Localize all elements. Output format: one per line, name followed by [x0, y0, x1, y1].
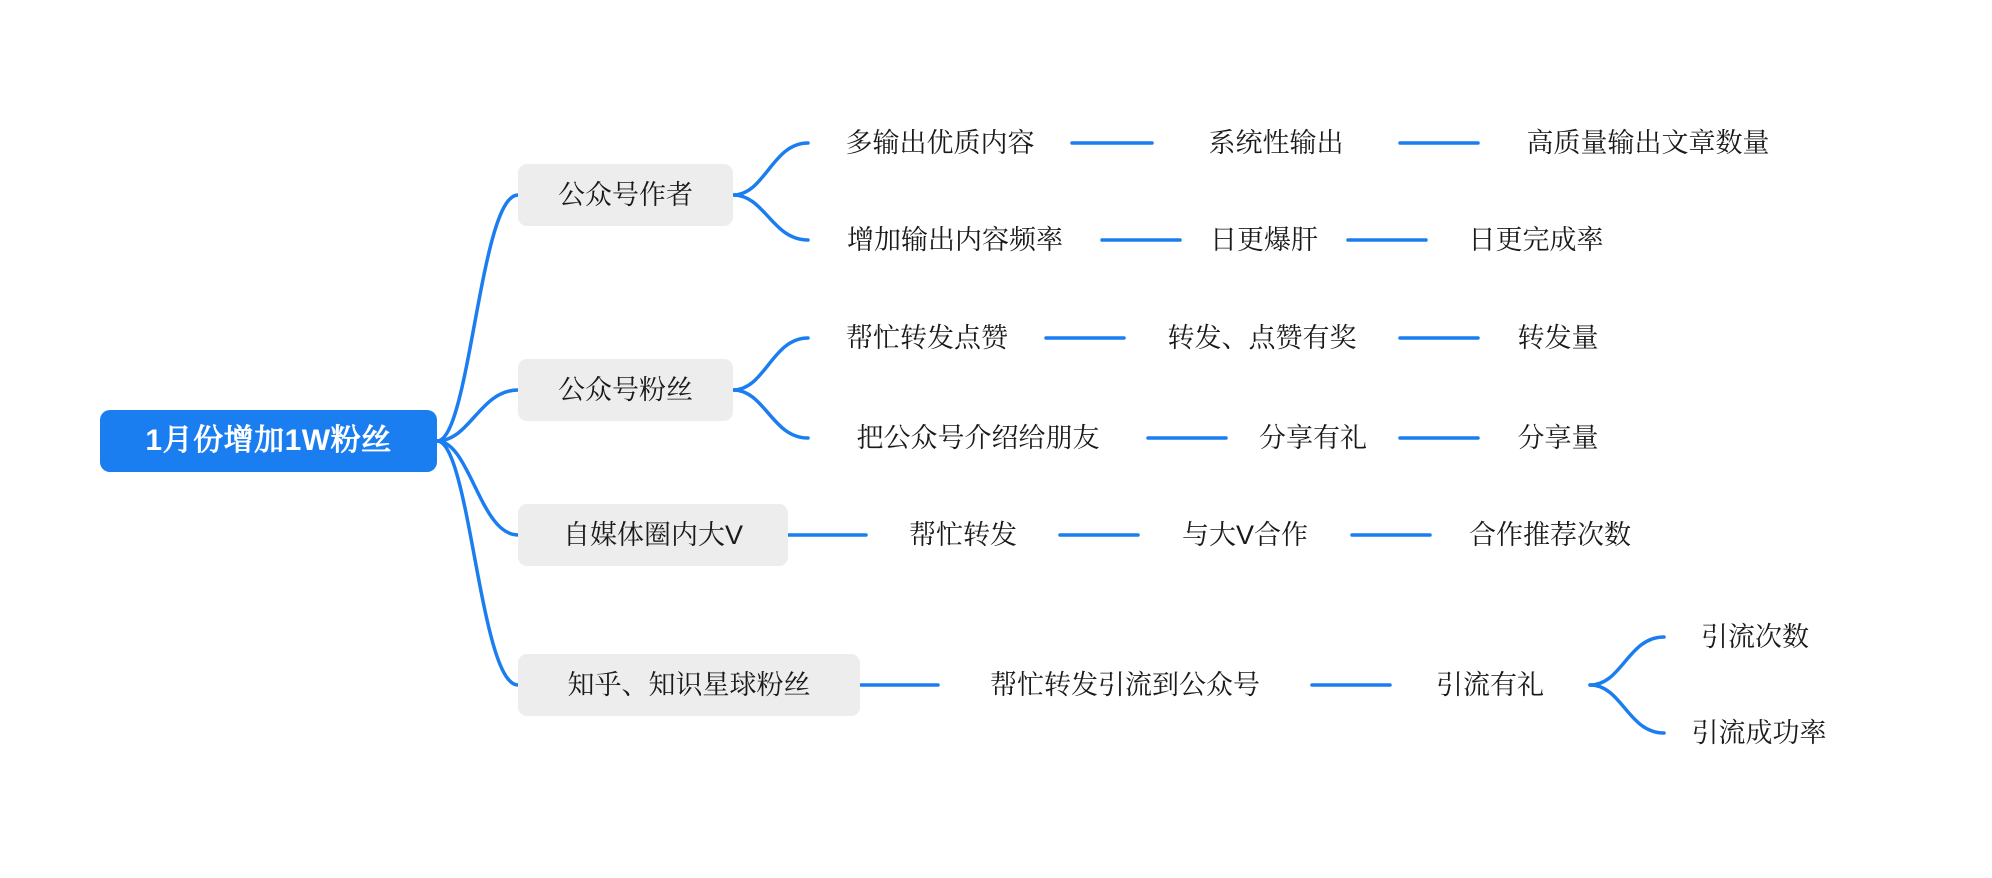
node-traffic-gift[interactable]: 引流有礼	[1436, 669, 1544, 700]
node-daily-update-grind[interactable]: 日更爆肝	[1210, 224, 1318, 255]
branch-node-followers[interactable]: 公众号粉丝	[518, 359, 733, 421]
node-share-count[interactable]: 转发量	[1517, 322, 1599, 353]
node-traffic-count[interactable]: 引流次数	[1701, 621, 1809, 652]
node-forward-traffic-to-account[interactable]: 帮忙转发引流到公众号	[990, 669, 1260, 700]
node-systematic-output[interactable]: 系统性输出	[1208, 127, 1344, 158]
node-daily-update-completion-rate[interactable]: 日更完成率	[1468, 224, 1604, 255]
branch-node-author[interactable]: 公众号作者	[518, 164, 733, 226]
root-node[interactable]: 1月份增加1W粉丝	[100, 410, 437, 472]
node-output-quality-content[interactable]: 多输出优质内容	[845, 127, 1035, 158]
branch-node-big-v[interactable]: 自媒体圈内大V	[518, 504, 788, 566]
node-cooperation-recommendation-count[interactable]: 合作推荐次数	[1469, 519, 1631, 550]
branch-node-zhihu-fans[interactable]: 知乎、知识星球粉丝	[518, 654, 860, 716]
node-share-gift[interactable]: 分享有礼	[1259, 422, 1367, 453]
node-help-share-like[interactable]: 帮忙转发点赞	[846, 322, 1008, 353]
node-share-like-reward[interactable]: 转发、点赞有奖	[1167, 322, 1357, 353]
node-introduce-to-friends[interactable]: 把公众号介绍给朋友	[856, 422, 1100, 453]
node-traffic-success-rate[interactable]: 引流成功率	[1691, 717, 1827, 748]
node-high-quality-article-count[interactable]: 高质量输出文章数量	[1526, 127, 1770, 158]
node-cooperate-with-big-v[interactable]: 与大V合作	[1181, 519, 1308, 550]
node-share-volume[interactable]: 分享量	[1517, 422, 1599, 453]
node-help-forward[interactable]: 帮忙转发	[909, 519, 1017, 550]
node-increase-output-frequency[interactable]: 增加输出内容频率	[847, 224, 1063, 255]
